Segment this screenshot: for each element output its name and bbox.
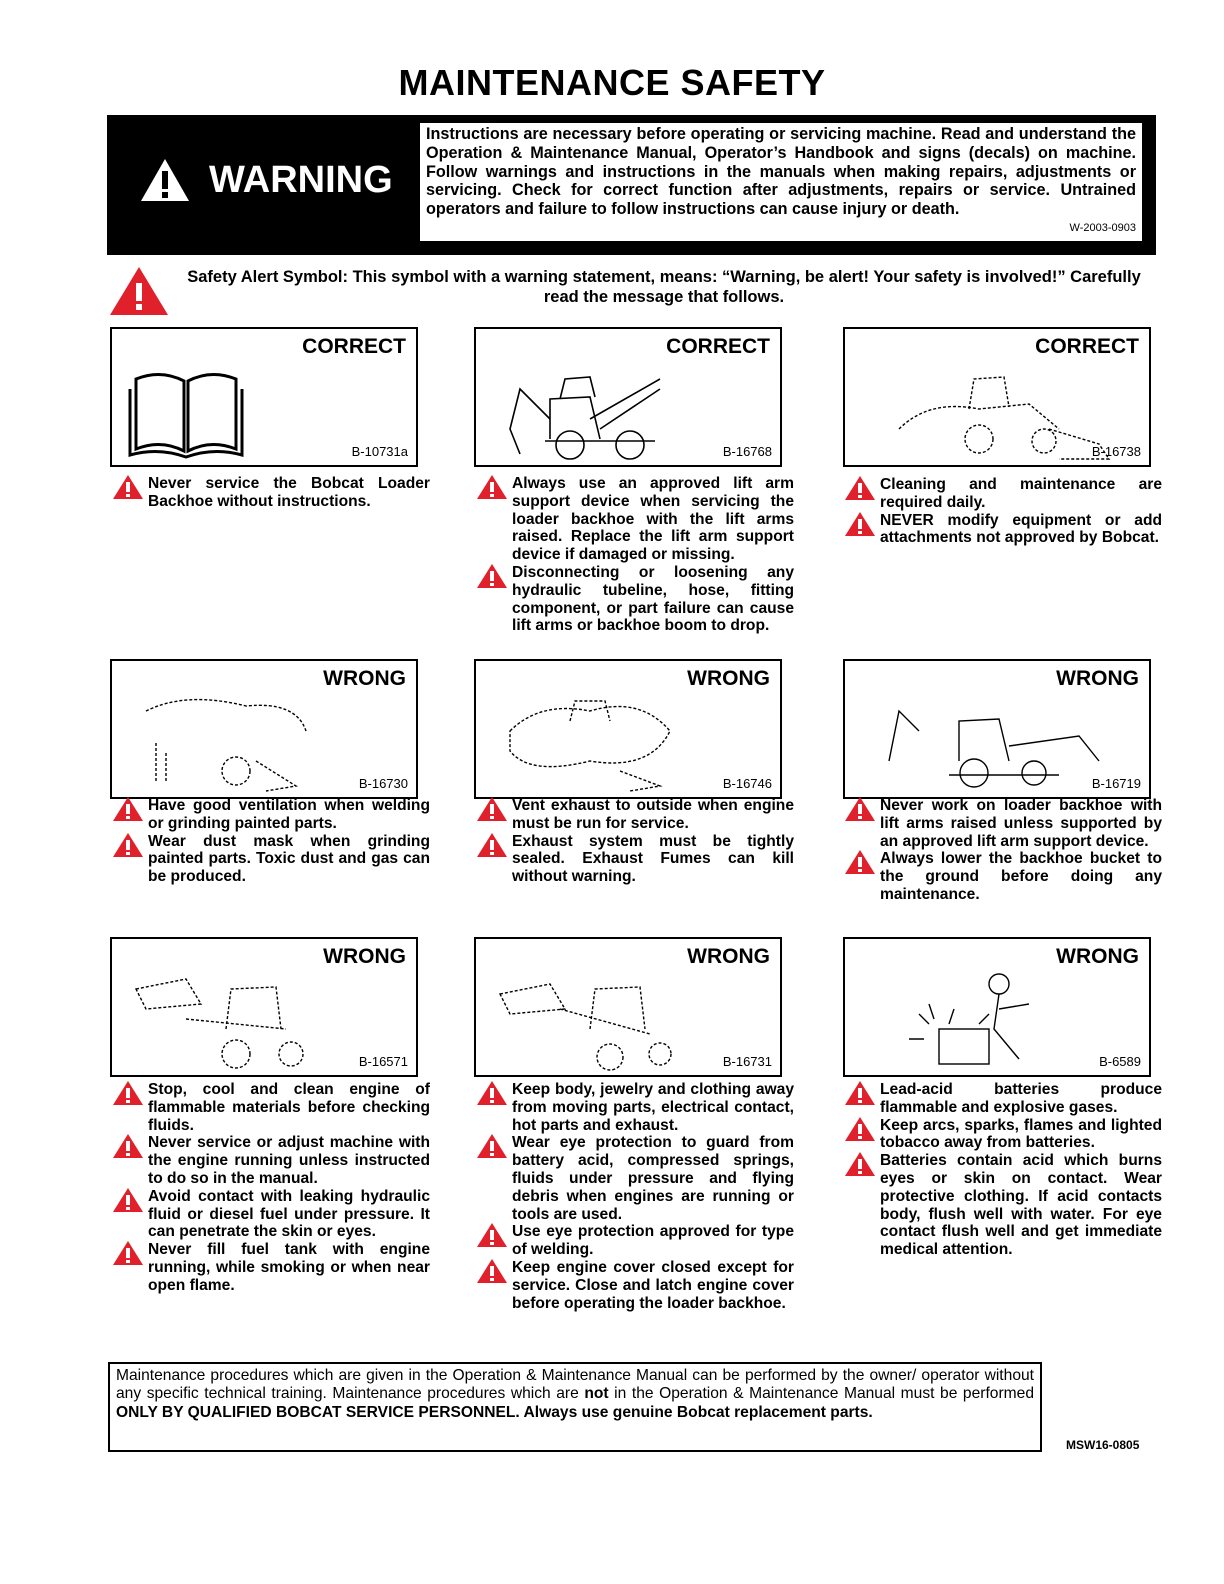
warning-triangle-icon <box>139 157 191 203</box>
safety-alert-icon <box>476 1133 508 1159</box>
note-item: Wear dust mask when grinding painted parts. Toxic dust and gas can be produced. <box>112 833 430 886</box>
safety-alert-icon <box>844 1151 876 1177</box>
safety-alert-icon <box>108 265 170 317</box>
safety-alert-icon <box>844 796 876 822</box>
backhoe-raised-illustration <box>859 691 1129 795</box>
note-item: Have good ventilation when welding or grinding painted parts. <box>112 797 430 833</box>
note-item: Use eye protection approved for type of welding. <box>476 1223 794 1259</box>
safety-alert-icon <box>112 1187 144 1213</box>
notes-6 <box>112 1081 430 1295</box>
safety-alert-icon <box>844 1116 876 1142</box>
panel-code: B-16768 <box>722 444 772 459</box>
note-item: Never service the Bobcat Loader Backhoe without instructions. <box>112 475 430 511</box>
panel-wrong-batteries <box>843 937 1151 1077</box>
panel-title: WRONG <box>323 667 406 690</box>
notes-3 <box>112 797 430 886</box>
page-title: MAINTENANCE SAFETY <box>398 62 826 103</box>
note-item: Batteries contain acid which burns eyes or skin on contact. Wear protective clothing. If acid contacts body, flush well with water. For eye contact flush well and get immediate medical attention. <box>844 1152 1162 1259</box>
note-item: Always lower the backhoe bucket to the ground before doing any maintenance. <box>844 850 1162 903</box>
note-item: Exhaust system must be tightly sealed. Exhaust Fumes can kill without warning. <box>476 833 794 886</box>
exhaust-illustration <box>490 691 680 795</box>
safety-alert-icon <box>112 474 144 500</box>
note-item: Never fill fuel tank with engine running, while smoking or when near open flame. <box>112 1241 430 1294</box>
footer-notice: Maintenance procedures which are given in the Operation & Maintenance Manual can be performed by the owner/ operator without any specific technical training. Maintenance procedures which are not in the Operation & Maintenance Manual must be performed ONLY BY QUALIFIED BOBCAT SERVICE PERSONNEL. Always use genuine Bobcat replacement parts. <box>108 1362 1042 1452</box>
notes-2 <box>844 476 1162 547</box>
loader-moving-parts-illustration <box>490 969 680 1073</box>
safety-alert-icon <box>476 796 508 822</box>
notes-5 <box>844 797 1162 904</box>
panel-title: WRONG <box>687 945 770 968</box>
safety-alert-icon <box>476 1222 508 1248</box>
panel-code: B-16730 <box>358 776 408 791</box>
panel-code: B-16738 <box>1091 444 1141 459</box>
safety-alert-icon <box>112 1133 144 1159</box>
panel-correct-manual <box>110 327 418 467</box>
document-code: MSW16-0805 <box>1066 1438 1140 1452</box>
note-item: Keep arcs, sparks, flames and lighted tobacco away from batteries. <box>844 1117 1162 1153</box>
engine-fluids-illustration <box>126 969 316 1073</box>
note-item: Avoid contact with leaking hydraulic fluid or diesel fuel under pressure. It can penetrate the skin or eyes. <box>112 1188 430 1241</box>
safety-alert-icon <box>844 475 876 501</box>
note-item: Lead-acid batteries produce flammable and explosive gases. <box>844 1081 1162 1117</box>
panel-code: B-16746 <box>722 776 772 791</box>
safety-alert-icon <box>844 511 876 537</box>
warning-box <box>107 115 1156 255</box>
panel-title: WRONG <box>1056 945 1139 968</box>
panel-correct-cleaning <box>843 327 1151 467</box>
panel-code: B-16571 <box>358 1054 408 1069</box>
panel-title: CORRECT <box>666 335 770 358</box>
notes-4 <box>476 797 794 886</box>
notes-7 <box>476 1081 794 1312</box>
loader-cleaning-illustration <box>859 359 1129 463</box>
safety-alert-icon <box>112 796 144 822</box>
notes-1 <box>476 475 794 635</box>
note-item: Never service or adjust machine with the engine running unless instructed to do so in the manual. <box>112 1134 430 1187</box>
note-item: Always use an approved lift arm support device when servicing the loader backhoe with the lift arms raised. Replace the lift arm support device if damaged or missing. <box>476 475 794 564</box>
panel-title: WRONG <box>687 667 770 690</box>
note-item: Stop, cool and clean engine of flammable materials before checking fluids. <box>112 1081 430 1134</box>
safety-alert-text: Safety Alert Symbol: This symbol with a warning statement, means: “Warning, be alert! Your safety is involved!” Carefully read the message that follows. <box>187 268 1141 306</box>
note-item: Wear eye protection to guard from battery acid, compressed springs, fluids under pressure and flying debris when engines are running or tools are used. <box>476 1134 794 1223</box>
battery-explosion-illustration <box>859 969 1049 1073</box>
safety-alert-icon <box>112 1080 144 1106</box>
panel-code: B-16731 <box>722 1054 772 1069</box>
panel-title: WRONG <box>323 945 406 968</box>
warning-text: Instructions are necessary before operating or servicing machine. Read and understand the Operation & Maintenance Manual, Operator’s Handbook and signs (decals) on machine. Follow warnings and instructions in the manuals when making repairs, adjustments or servicing. Check for correct function after adjustments, repairs or service. Untrained operators and failure to follow instructions can cause injury or death. W-2003-0903 <box>420 123 1142 241</box>
note-item: Cleaning and maintenance are required daily. <box>844 476 1162 512</box>
panel-wrong-ventilation <box>110 659 418 799</box>
panel-wrong-moving-parts <box>474 937 782 1077</box>
safety-alert-icon <box>112 1240 144 1266</box>
note-item: NEVER modify equipment or add attachments not approved by Bobcat. <box>844 512 1162 548</box>
panel-title: CORRECT <box>1035 335 1139 358</box>
safety-alert-icon <box>844 849 876 875</box>
safety-alert-icon <box>844 1080 876 1106</box>
warning-label: WARNING <box>139 157 393 203</box>
panel-code: B-6589 <box>1099 1054 1141 1069</box>
panel-wrong-fluids <box>110 937 418 1077</box>
note-item: Keep engine cover closed except for service. Close and latch engine cover before operating the loader backhoe. <box>476 1259 794 1312</box>
safety-alert-icon <box>476 1258 508 1284</box>
panel-code: B-10731a <box>351 444 408 459</box>
panel-title: WRONG <box>1056 667 1139 690</box>
notes-8 <box>844 1081 1162 1259</box>
panel-wrong-lift-arms <box>843 659 1151 799</box>
note-item: Vent exhaust to outside when engine must be run for service. <box>476 797 794 833</box>
panel-code: B-16719 <box>1091 776 1141 791</box>
panel-correct-lift-support <box>474 327 782 467</box>
panel-title: CORRECT <box>302 335 406 358</box>
safety-alert-icon <box>476 563 508 589</box>
safety-alert-icon <box>476 1080 508 1106</box>
safety-alert-icon <box>476 474 508 500</box>
welding-illustration <box>126 691 316 795</box>
note-item: Keep body, jewelry and clothing away from moving parts, electrical contact, hot parts and exhaust. <box>476 1081 794 1134</box>
backhoe-illustration <box>490 359 670 463</box>
note-item: Disconnecting or loosening any hydraulic tubeline, hose, fitting component, or part failure can cause lift arms or backhoe boom to drop. <box>476 564 794 635</box>
warning-code: W-2003-0903 <box>1069 222 1136 235</box>
manual-book-icon <box>126 359 246 459</box>
notes-0 <box>112 475 430 511</box>
safety-alert-icon <box>476 832 508 858</box>
note-item: Never work on loader backhoe with lift arms raised unless supported by an approved lift arm support device. <box>844 797 1162 850</box>
safety-alert-icon <box>112 832 144 858</box>
panel-wrong-exhaust <box>474 659 782 799</box>
